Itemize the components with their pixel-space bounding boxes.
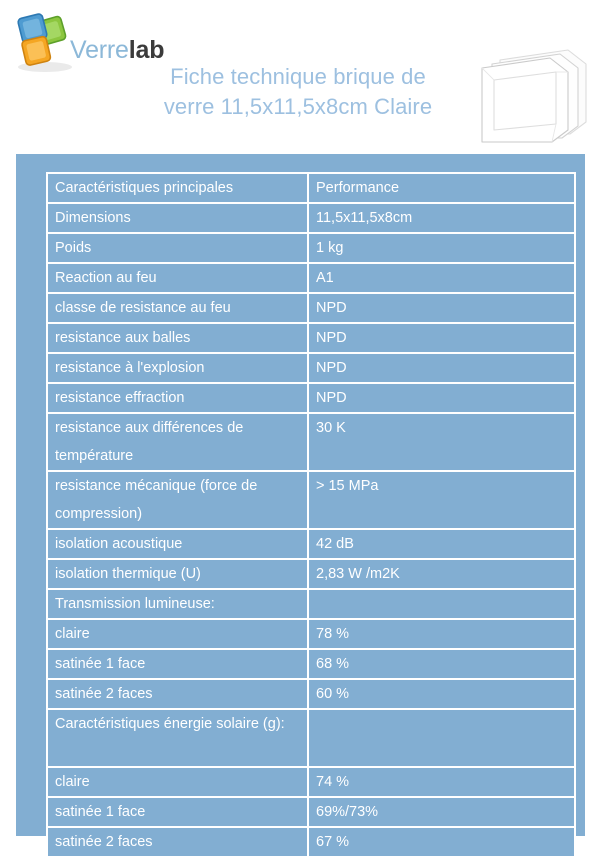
table-row xyxy=(46,708,576,766)
table-row xyxy=(46,232,576,262)
table-cell-value: 60 % xyxy=(307,678,576,708)
table-cell-key: Dimensions xyxy=(46,202,307,232)
table-cell-key: satinée 1 face xyxy=(46,796,307,826)
table-row xyxy=(46,412,576,470)
table-cell-key: resistance effraction xyxy=(46,382,307,412)
table-cell-value: NPD xyxy=(307,382,576,412)
table-cell-value: 2,83 W /m2K xyxy=(307,558,576,588)
table-cell-value xyxy=(307,708,576,766)
table-row xyxy=(46,470,576,528)
table-cell-value: > 15 MPa xyxy=(307,470,576,528)
table-cell-key: classe de resistance au feu xyxy=(46,292,307,322)
table-cell-key: resistance à l'explosion xyxy=(46,352,307,382)
spec-panel xyxy=(16,154,585,850)
brand-wordmark xyxy=(70,38,164,63)
page-title xyxy=(118,62,478,122)
table-cell-key: Caractéristiques énergie solaire (g): xyxy=(46,708,307,766)
table-row xyxy=(46,558,576,588)
table-row xyxy=(46,796,576,826)
table-cell-value: 11,5x11,5x8cm xyxy=(307,202,576,232)
table-row xyxy=(46,172,576,202)
page-header xyxy=(0,0,600,152)
table-cell-value: 74 % xyxy=(307,766,576,796)
table-row xyxy=(46,382,576,412)
table-cell-value: 68 % xyxy=(307,648,576,678)
table-cell-key: claire xyxy=(46,766,307,796)
table-row xyxy=(46,618,576,648)
brand-name-part2: lab xyxy=(128,36,165,64)
table-cell-key: claire xyxy=(46,618,307,648)
table-row xyxy=(46,826,576,858)
table-row xyxy=(46,678,576,708)
table-row xyxy=(46,766,576,796)
specifications-table xyxy=(46,172,576,858)
table-cell-value: 42 dB xyxy=(307,528,576,558)
table-cell-value: Performance xyxy=(307,172,576,202)
table-cell-value: 1 kg xyxy=(307,232,576,262)
table-row xyxy=(46,262,576,292)
table-row xyxy=(46,648,576,678)
table-cell-key: isolation thermique (U) xyxy=(46,558,307,588)
table-cell-key: resistance aux différences de température xyxy=(46,412,307,470)
table-body xyxy=(46,172,576,858)
glass-block-photo xyxy=(472,38,594,146)
table-cell-key: isolation acoustique xyxy=(46,528,307,558)
table-cell-value: NPD xyxy=(307,352,576,382)
table-row xyxy=(46,588,576,618)
table-cell-value: 67 % xyxy=(307,826,576,858)
table-row xyxy=(46,202,576,232)
table-row xyxy=(46,528,576,558)
table-cell-key: Caractéristiques principales xyxy=(46,172,307,202)
table-cell-key: Poids xyxy=(46,232,307,262)
table-cell-key: resistance aux balles xyxy=(46,322,307,352)
table-cell-value: 30 K xyxy=(307,412,576,470)
table-cell-value: A1 xyxy=(307,262,576,292)
page-title-line1: Fiche technique brique de xyxy=(170,64,426,89)
table-cell-value: 78 % xyxy=(307,618,576,648)
page-title-line2: verre 11,5x11,5x8cm Claire xyxy=(163,94,433,119)
table-cell-key: satinée 2 faces xyxy=(46,678,307,708)
table-cell-value xyxy=(307,588,576,618)
table-row xyxy=(46,292,576,322)
brand-name-part1: Verre xyxy=(70,36,129,64)
table-cell-value: 69%/73% xyxy=(307,796,576,826)
table-cell-value: NPD xyxy=(307,292,576,322)
table-cell-key: satinée 1 face xyxy=(46,648,307,678)
table-row xyxy=(46,322,576,352)
table-cell-value: NPD xyxy=(307,322,576,352)
table-cell-key: resistance mécanique (force de compression) xyxy=(46,470,307,528)
table-cell-key: Reaction au feu xyxy=(46,262,307,292)
table-cell-key: Transmission lumineuse: xyxy=(46,588,307,618)
table-cell-key: satinée 2 faces xyxy=(46,826,307,858)
table-row xyxy=(46,352,576,382)
